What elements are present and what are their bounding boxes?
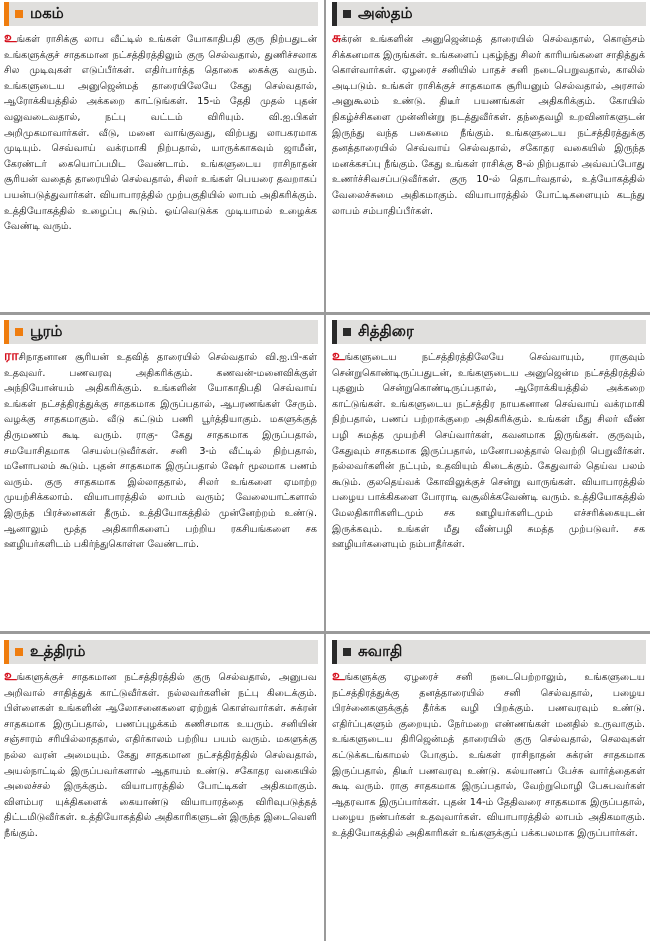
section-text: சிநாதனான சூரியன் உதவித் தாரையில் செல்வதால் வி.ஐ.பி-கள் உதவுவர். பணவரவு அதிகரிக்கும். கணவன்-மனைவிக்குள் அந்நியோன்யம் அதிகரிக்கும். உங்களின் யோகாதிபதி செவ்வாய் உங்கள் நட்சத்திரத்துக்கு சாதகமாக இருப்பதால், ஆபரணங்கள் சேரும். வழக்கு சாதகமாகும். வீடு கட்டும் பணி பூர்த்தியாகும். மகளுக்குத் திருமணம் கூடி வரும். ராகு- கேது சாதகமாக இருப்பதால், சமயோசிதமாக செயல்படுவீர்கள். சனி 3-ம் வீட்டில் நிற்பதால், மனோபலம் கூடும். புதன் சாதகமாக இருப்பதால் ஷேர் மூலமாக பணம் வரும். குரு சாதகமாக இல்லாததால், சிலர் உங்களை ஏமாற்ற முயற்சிக்கலாம். வியாபாரத்தில் லாபம் வரும்; வேலையாட்களால் இருந்த பிரச்னைகள் தீரும். உத்தியோகத்தில் முன்னேற்றம் உண்டு. ஆனாலும் மூத்த அதிகாரிகளைப் பற்றிய ரகசியங்களை சக ஊழியர்களிடம் பகிர்ந்துகொள்ள வேண்டாம். — [4, 352, 317, 551]
orange-square-icon — [15, 328, 23, 336]
section-title: உத்திரம் — [30, 642, 86, 660]
dropcap: ரா — [4, 348, 19, 364]
section-text: க்ரன் உங்களின் அனுஜென்மத் தாரையில் செல்வதால், கொஞ்சம் சிக்கனமாக இருங்கள். உங்களைப் புகழ்ந்து சிலர் காரியங்களை சாதித்துக் கொள்வார்கள். ஏழரைச் சனியில் பாதச் சனி நடைபெறுவதால், காலில் அடிபடும். உங்கள் ராசிக்குச் சாதகமாக சூரியனும் செல்வதால், அரசால் அனுகூலம் உண்டு. திடீர் பயணங்கள் அதிகரிக்கும். கோயில் நிகழ்ச்சிகளை முன்னின்று நடத்துவீர்கள். தந்தைவழி உறவினர்களுடன் இருந்து வந்த பகைமை நீங்கும். உங்களுடைய நட்சத்திரத்துக்கு தனத்தாரையில் செவ்வாய் செல்வதால், சகோதர வகையில் இருந்த மனக்கசப்பு நீங்கும். கேது உங்கள் ராசிக்கு 8-ல் நிற்பதால் அவ்வப்போது உணர்ச்சிவசப்படுவீர்கள். குரு 10-ல் தொடர்வதால், உத்யோகத்தில் வேலைச்சுமை அதிகமாகும். வியாபாரத்தில் போட்டிகளையும் கடந்து லாபம் சம்பாதிப்பீர்கள். — [332, 34, 645, 217]
section-text: ங்களுக்கு ஏழரைச் சனி நடைபெற்றாலும், உங்களுடைய நட்சத்திரத்துக்கு தனத்தாரையில் சனி செல்வதால், பழைய பிரச்னைகளுக்குத் தீர்க்க வழி பிறக்கும். பணவரவும் உண்டு. எதிர்ப்புகளும் குறையும். நேர்மறை எண்ணங்கள் மனதில் உருவாகும். உங்களுடைய திரிஜென்மத் தாரையில் குரு செல்வதால், செலவுகள் கட்டுக்கடங்காமல் போகும். உங்கள் ராசிநாதன் சுக்ரன் சாதகமாக இருப்பதால், திடீர் பணவரவு உண்டு. கல்யாணப் பேச்சு வார்த்தைகள் கூடி வரும். ராகு சாதகமாக இருப்பதால், வேற்றுமொழி பேசுபவர்கள் ஆதரவாக இருப்பார்கள். புதன் 14-ம் தேதிவரை சாதகமாக இருப்பதால், பழைய நண்பர்கள் உதவுவார்கள். வியாபாரத்தில் லாபம் அதிகமாகும். உத்தியோகத்தில் அதிகாரிகள் உங்களுக்குப் பக்கபலமாக இருப்பார்கள். — [332, 672, 645, 839]
section-hastham — [332, 2, 646, 308]
section-title: சித்திரை — [358, 322, 414, 340]
section-pooram — [4, 320, 318, 628]
section-header — [4, 2, 318, 26]
dropcap: உ — [4, 668, 17, 684]
section-text: ங்களுடைய நட்சத்திரத்திலேயே செவ்வாயும், ராகுவும் சென்றுகொண்டிருப்பதுடன், உங்களுடைய அனுஜென்ம நட்சத்திரத்தில் புதனும் சென்றுகொண்டிருப்பதால், ஆரோக்கியத்தில் அக்கறை காட்டுங்கள். உங்களுடைய நட்சத்திர நாயகனான செவ்வாய் வக்ரமாகி நிற்பதால், பணப் பற்றாக்குறை அதிகரிக்கும். உங்கள் மீது சிலர் வீண் பழி சுமத்த முயற்சி செய்வார்கள், கவனமாக இருங்கள். குருவும், கேதுவும் சாதகமாக இருப்பதால், மனோபலத்தால் வெற்றி பெறுவீர்கள். நல்லவர்களின் நட்பும், உதவியும் கிடைக்கும். கேதுவால் தெய்வ பலம் கூடும். குலதெய்வக் கோவிலுக்குச் சென்று வாருங்கள். வியாபாரத்தில் பழைய பாக்கிகளை போராடி வசூலிக்கவேண்டி வரும். உத்தியோகத்தில் மேலதிகாரிகளிடமும் சக ஊழியர்களிடமும் எச்சரிக்கையுடன் இருக்கவும். உங்கள் மீது வீண்பழி சுமத்த முற்படுவர். சக ஊழியர்களையும் நம்பாதீர்கள். — [332, 352, 645, 551]
column-divider — [324, 0, 326, 941]
section-chithirai — [332, 320, 646, 628]
section-body — [332, 669, 646, 842]
dropcap: உ — [332, 348, 345, 364]
row-divider-2 — [0, 631, 650, 634]
dropcap: உ — [4, 30, 17, 46]
dropcap: உ — [332, 668, 345, 684]
section-header — [332, 2, 646, 26]
section-header — [4, 320, 318, 344]
dropcap: சு — [332, 30, 342, 46]
dark-square-icon — [343, 648, 351, 656]
section-header — [332, 640, 646, 664]
section-magam — [4, 2, 318, 308]
section-title: மகம் — [30, 4, 64, 22]
section-header — [332, 320, 646, 344]
section-body — [4, 349, 318, 553]
orange-square-icon — [15, 10, 23, 18]
section-swathi — [332, 640, 646, 940]
section-title: சுவாதி — [358, 642, 403, 660]
orange-square-icon — [15, 648, 23, 656]
section-text: ங்கள் ராசிக்கு லாப வீட்டில் உங்கள் யோகாதிபதி குரு நிற்பதுடன் உங்களுக்குச் சாதகமான நட்சத்திரத்திலும் குரு செல்வதால், துணிச்சலாக சில முடிவுகள் எடுப்பீர்கள். எதிர்பார்த்த தொகை கைக்கு வரும். உங்களுடைய அனுஜென்மத் தாரையிலேயே கேது செல்வதால், ஆரோக்கியத்தில் அக்கறை காட்டுங்கள். 15-ம் தேதி முதல் புதன் வலுவடைவதால், நட்பு வட்டம் விரியும். வி.ஐ.பிகள் அறிமுகமாவார்கள். வீடு, மனை வாங்குவது, விற்பது லாபகரமாக முடியும். செவ்வாய் வக்ரமாகி நிற்பதால், யாருக்காகவும் ஜாமீன், கேரண்டர் கையொப்பமிட வேண்டாம். உங்களுடைய ராசிநாதன் சூரியன் வதைத் தாரையில் செல்வதால், சிலர் உங்கள் பெயரை தவறாகப் பயன்படுத்துவார்கள். வியாபாரத்தில் முற்பகுதியில் லாபம் அதிகரிக்கும். உத்தியோகத்தில் உழைப்பு கூடும். ஓய்வெடுக்க முடியாமல் உழைக்க வேண்டி வரும். — [4, 34, 317, 233]
section-title: அஸ்தம் — [358, 4, 413, 22]
section-body — [4, 669, 318, 842]
section-text: ங்களுக்குச் சாதகமான நட்சத்திரத்தில் குரு செல்வதால், அனுபவ அறிவால் சாதித்துக் காட்டுவீர்கள். நல்லவர்களின் நட்பு கிடைக்கும். பிள்ளைகள் உங்களின் ஆலோசனைகளை ஏற்றுக் கொள்வார்கள். சுக்ரன் சாதகமாக இருப்பதால், பணப்புழக்கம் கணிசமாக உயரும். சனியின் சஞ்சாரம் சரியில்லாததால், எதிர்காலம் பற்றிய பயம் வரும். மகளுக்கு நல்ல வரன் அமையும். கேது சாதகமான நட்சத்திரத்தில் செல்வதால், அயல்நாட்டில் இருப்பவர்களால் ஆதாயம் உண்டு. சகோதர வகையில் அலைச்சல் இருக்கும். வியாபாரத்தில் போட்டிகள் அதிகமாகும். விளம்பர யுக்திகளைக் கையாண்டு வியாபாரத்தை விரிவுபடுத்தத் திட்டமிடுவீர்கள். உத்தியோகத்தில் அதிகாரிகளுடன் இருந்த இடைவெளி நீங்கும். — [4, 672, 317, 839]
section-uthiram — [4, 640, 318, 940]
section-body — [4, 31, 318, 235]
section-body — [332, 349, 646, 553]
row-divider-1 — [0, 312, 650, 315]
section-body — [332, 31, 646, 219]
section-title: பூரம் — [30, 322, 63, 340]
section-header — [4, 640, 318, 664]
dark-square-icon — [343, 10, 351, 18]
dark-square-icon — [343, 328, 351, 336]
